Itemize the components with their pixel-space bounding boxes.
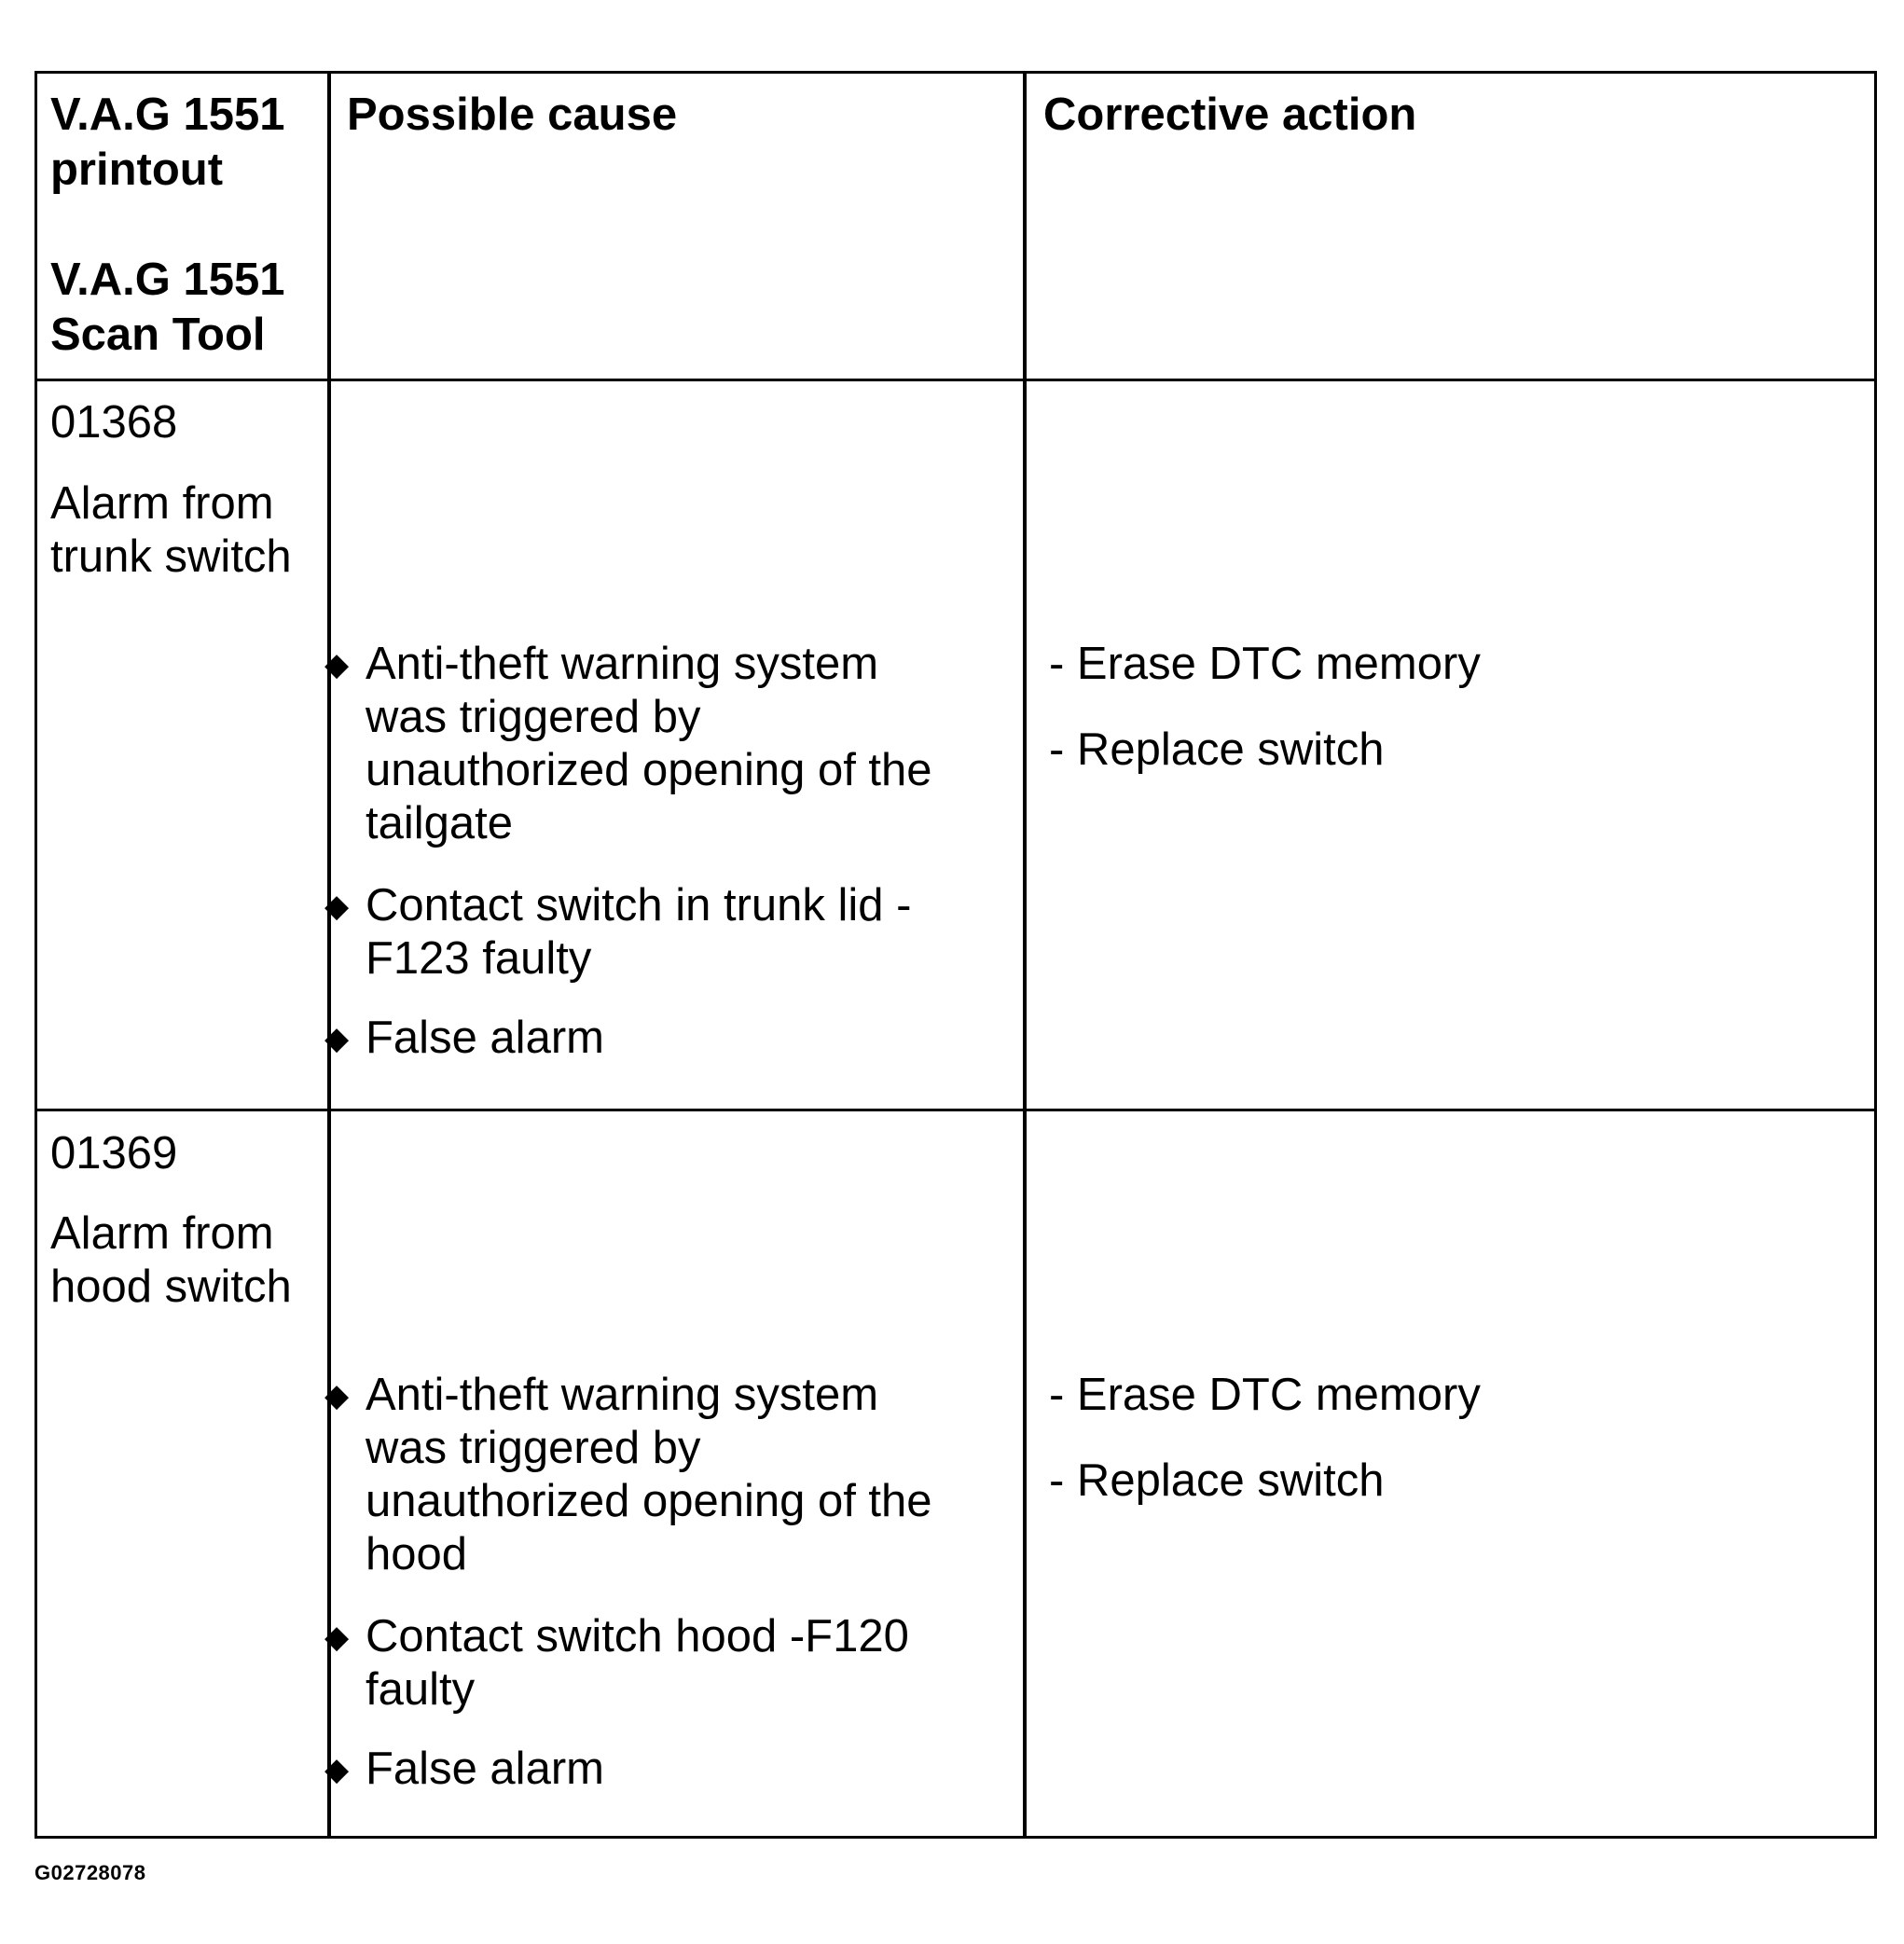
cause-item	[324, 1610, 1018, 1717]
action-item: - Replace switch	[1049, 1455, 1385, 1506]
cause-item	[324, 879, 1018, 986]
dtc-description-line1: Alarm from	[50, 478, 274, 529]
figure-id: G02728078	[34, 1861, 146, 1884]
row-divider	[37, 1109, 1874, 1111]
cause-item	[324, 1369, 1018, 1581]
cause-item	[324, 1743, 1018, 1796]
column-divider	[1023, 74, 1027, 1836]
cause-text-line: False alarm	[366, 1013, 604, 1063]
diamond-bullet-icon: ◆	[324, 1620, 350, 1655]
cause-item	[324, 638, 1018, 850]
dtc-code: 01369	[50, 1128, 178, 1179]
cause-text-line: hood	[366, 1529, 468, 1579]
cause-text-line: Contact switch in trunk lid -	[366, 880, 912, 931]
diamond-bullet-icon: ◆	[324, 647, 350, 682]
row-divider	[37, 379, 1874, 381]
header-scan-tool-line2: Scan Tool	[50, 310, 266, 360]
header-possible-cause: Possible cause	[347, 90, 678, 140]
cause-text-line: Anti-theft warning system	[366, 1370, 879, 1420]
cause-text-line: was triggered by	[366, 1423, 701, 1473]
cause-text-line: tailgate	[366, 798, 514, 848]
action-item: - Erase DTC memory	[1049, 1370, 1481, 1420]
diamond-bullet-icon: ◆	[324, 1378, 350, 1413]
dtc-description-line1: Alarm from	[50, 1208, 274, 1259]
dtc-description-line2: hood switch	[50, 1262, 292, 1312]
header-tool-printout-line2: printout	[50, 145, 224, 195]
header-tool-printout-line1: V.A.G 1551	[50, 90, 285, 140]
cause-text-line: F123 faulty	[366, 933, 592, 984]
dtc-description-line2: trunk switch	[50, 531, 292, 582]
header-corrective-action: Corrective action	[1043, 90, 1417, 140]
header-scan-tool-line1: V.A.G 1551	[50, 255, 285, 305]
cause-text-line: was triggered by	[366, 692, 701, 742]
cause-text-line: Contact switch hood -F120	[366, 1611, 909, 1661]
cause-text-line: Anti-theft warning system	[366, 639, 879, 689]
diamond-bullet-icon: ◆	[324, 1752, 350, 1787]
dtc-table	[34, 71, 1877, 1839]
diamond-bullet-icon: ◆	[324, 889, 350, 924]
cause-text-line: faulty	[366, 1664, 476, 1715]
dtc-code: 01368	[50, 397, 178, 448]
action-item: - Replace switch	[1049, 724, 1385, 775]
cause-text-line: unauthorized opening of the	[366, 1476, 932, 1526]
cause-text-line: unauthorized opening of the	[366, 745, 932, 795]
cause-item	[324, 1012, 1018, 1065]
cause-text-line: False alarm	[366, 1744, 604, 1794]
action-item: - Erase DTC memory	[1049, 639, 1481, 689]
column-divider	[327, 74, 331, 1836]
diamond-bullet-icon: ◆	[324, 1021, 350, 1056]
